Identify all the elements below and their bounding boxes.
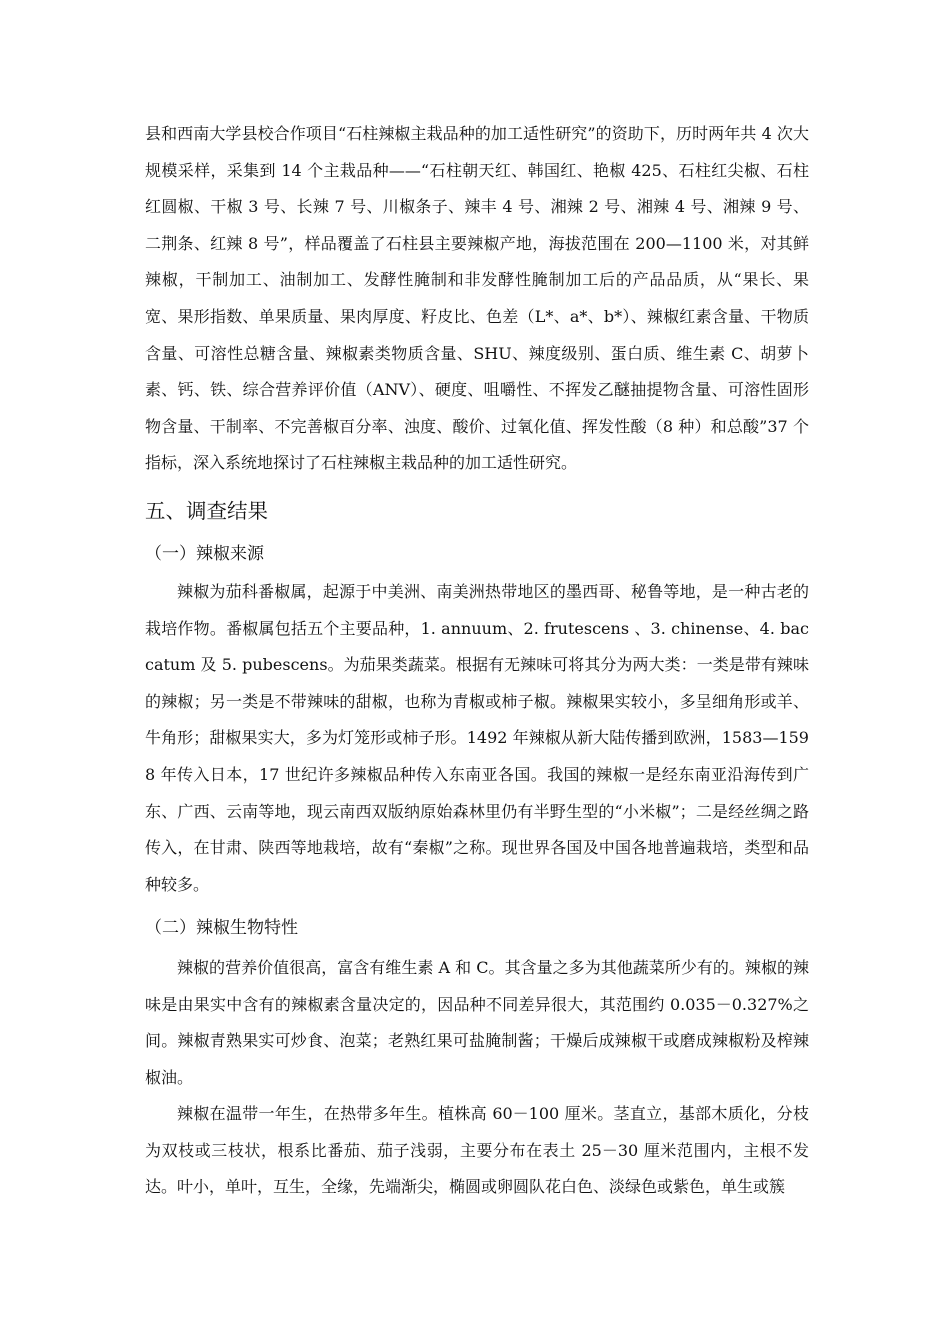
subsection2-heading: （二）辣椒生物特性 [145,918,298,938]
subsection2-paragraph2-block [145,1096,809,1206]
subsection2-paragraph1-block [145,950,809,1096]
subsection2-paragraph2: 辣椒在温带一年生，在热带多年生。植株高 60－100 厘米。茎直立，基部木质化，分枝为双枝或三枝状，根系比番茄、茄子浅弱，主要分布在表土 25－30 厘米范围内，主根不发达。叶小，单叶，互生，全缘，先端渐尖，椭圆或卵圆队花白色、淡绿色或紫色，单生或簇 [145,1104,809,1197]
subsection2-paragraph1: 辣椒的营养价值很高，富含有维生素 A 和 C。其含量之多为其他蔬菜所少有的。辣椒的辣味是由果实中含有的辣椒素含量决定的，因品种不同差异很大，其范围约 0.035－0.327%之间。辣椒青熟果实可炒食、泡菜；老熟红果可盐腌制酱；干燥后成辣椒干或磨成辣椒粉及榨辣椒油。 [145,958,809,1087]
intro-paragraph: 县和西南大学县校合作项目“石柱辣椒主栽品种的加工适性研究”的资助下，历时两年共 4 次大规模采样，采集到 14 个主栽品种——“石柱朝天红、韩国红、艳椒 425、石柱红尖椒、石柱红圆椒、干椒 3 号、长辣 7 号、川椒条子、辣丰 4 号、湘辣 2 号、湘辣 4 号、湘辣 9 号、二荆条、红辣 8 号”，样品覆盖了石柱县主要辣椒产地，海拔范围在 200—1100 米，对其鲜辣椒，干制加工、油制加工、发酵性腌制和非发酵性腌制加工后的产品品质，从“果长、果宽、果形指数、单果质量、果肉厚度、籽皮比、色差（L*、a*、b*）、辣椒红素含量、干物质含量、可溶性总糖含量、辣椒素类物质含量、SHU、辣度级别、蛋白质、维生素 C、胡萝卜素、钙、铁、综合营养评价值（ANV）、硬度、咀嚼性、不挥发乙醚抽提物含量、可溶性固形物含量、干制率、不完善椒百分率、浊度、酸价、过氧化值、挥发性酸（8 种）和总酸”37 个指标，深入系统地探讨了石柱辣椒主栽品种的加工适性研究。 [145,124,809,473]
subsection1-paragraph: 辣椒为茄科番椒属，起源于中美洲、南美洲热带地区的墨西哥、秘鲁等地，是一种古老的栽培作物。番椒属包括五个主要品种，1. annuum、2. frutescens 、3. chinense、4. baccatum 及 5. pubescens。为茄果类蔬菜。根据有无辣味可将其分为两大类：一类是带有辣味的辣椒；另一类是不带辣味的甜椒，也称为青椒或柿子椒。辣椒果实较小，多呈细角形或羊、牛角形；甜椒果实大，多为灯笼形或柿子形。1492 年辣椒从新大陆传播到欧洲，1583—1598 年传入日本，17 世纪许多辣椒品种传入东南亚各国。我国的辣椒一是经东南亚沿海传到广东、广西、云南等地，现云南西双版纳原始森林里仍有半野生型的“小米椒”；二是经丝绸之路传入，在甘肃、陕西等地栽培，故有“秦椒”之称。现世界各国及中国各地普遍栽培，类型和品种较多。 [145,582,809,894]
subsection1-paragraph-block [145,574,809,903]
intro-paragraph-block [145,116,809,482]
section-heading: 五、调查结果 [145,499,268,523]
subsection1-heading: （一）辣椒来源 [145,544,264,564]
